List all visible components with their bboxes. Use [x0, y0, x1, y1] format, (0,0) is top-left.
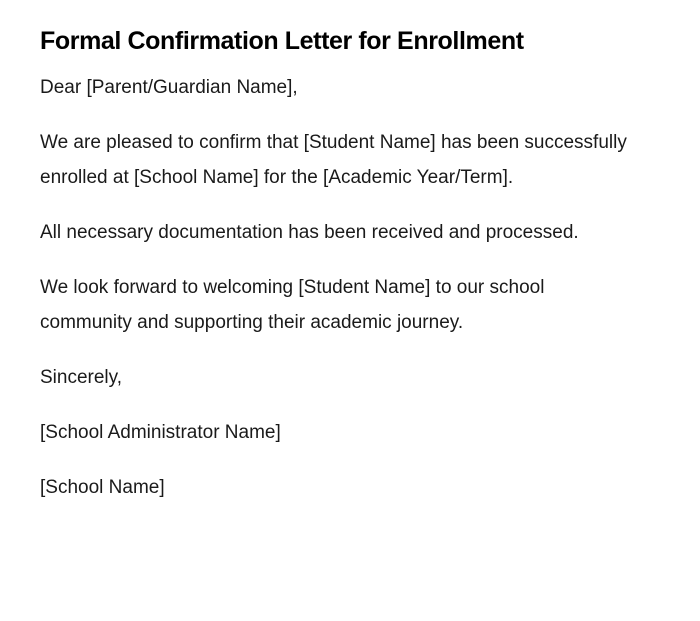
paragraph-documentation: All necessary documentation has been received and processed.: [40, 222, 579, 243]
paragraph-welcome: We look forward to welcoming [Student Name] to our school community and supporting their academic journey.: [40, 277, 545, 333]
letter-greeting: Dear [Parent/Guardian Name],: [40, 77, 298, 98]
letter-title: Formal Confirmation Letter for Enrollment: [40, 27, 524, 55]
signature-name: [School Administrator Name]: [40, 422, 281, 443]
letter-closing: Sincerely,: [40, 367, 123, 388]
signature-organization: [School Name]: [40, 477, 165, 498]
paragraph-enrollment-confirmation: We are pleased to confirm that [Student Name] has been successfully enrolled at [School Name] for the [Academic Year/Term].: [40, 132, 627, 188]
